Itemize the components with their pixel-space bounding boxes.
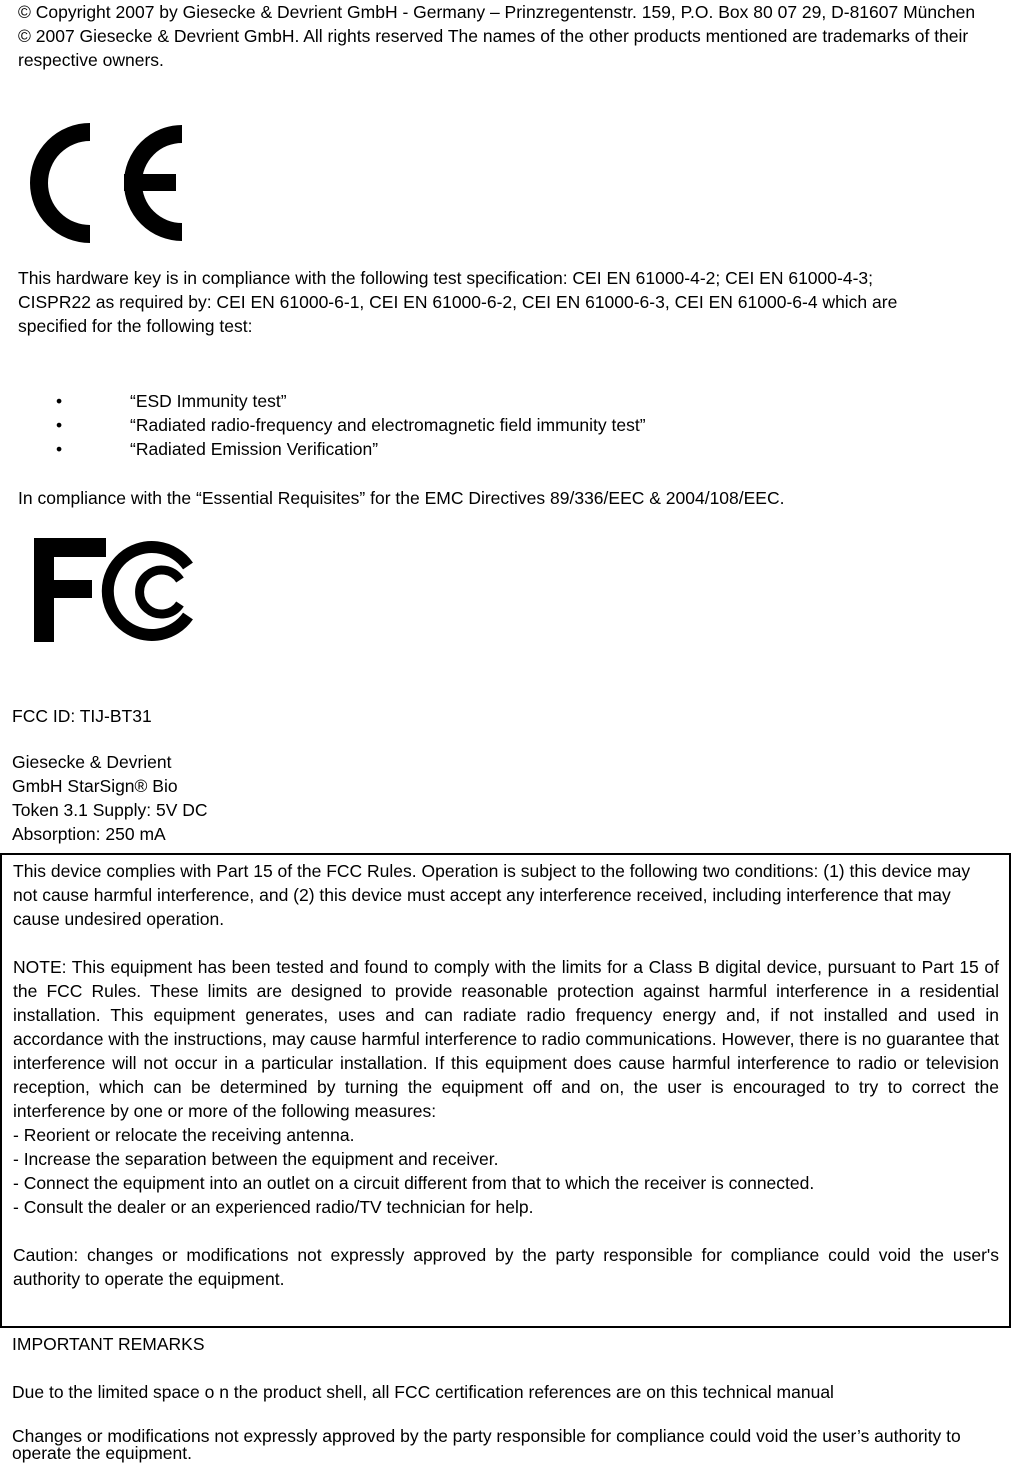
measure-item: - Increase the separation between the equipment and receiver. (13, 1149, 499, 1169)
bullet: • (56, 439, 63, 459)
product-line: GmbH StarSign® Bio (12, 776, 178, 796)
spacer (13, 931, 999, 955)
copyright-notice: © Copyright 2007 by Giesecke & Devrient GmbH - Germany – Prinzregentenstr. 159, P.O. Box 80 07 29, D-81607 München © 2007 Giesecke & Devrient GmbH. All rights reserved The names of the other products mentioned are trademarks of their respective owners. (18, 2, 976, 70)
fcc-id: FCC ID: TIJ-BT31 (12, 706, 152, 726)
product-info (12, 750, 312, 846)
essential-requisites: In compliance with the “Essential Requisites” for the EMC Directives 89/336/EEC & 2004/108/EEC. (18, 488, 785, 508)
list-item (0, 437, 900, 461)
test-name: “Radiated radio-frequency and electromagnetic field immunity test” (130, 415, 646, 435)
measure-item: - Consult the dealer or an experienced radio/TV technician for help. (13, 1197, 534, 1217)
ce-mark-icon (20, 118, 190, 248)
measure-item: - Reorient or relocate the receiving antenna. (13, 1125, 355, 1145)
spacer (12, 1404, 1002, 1428)
product-line: Giesecke & Devrient (12, 752, 172, 772)
remarks-title: IMPORTANT REMARKS (12, 1334, 205, 1354)
test-name: “Radiated Emission Verification” (130, 439, 379, 459)
bullet: • (56, 391, 63, 411)
fcc-statement-box (0, 853, 1011, 1328)
important-remarks (12, 1332, 1002, 1462)
spacer (12, 1356, 1002, 1380)
space-note: Due to the limited space o n the product shell, all FCC certification references are on this technical manual (12, 1382, 834, 1402)
list-item (0, 413, 900, 437)
product-line: Token 3.1 Supply: 5V DC (12, 800, 208, 820)
list-item (0, 389, 900, 413)
bullet: • (56, 415, 63, 435)
product-line: Absorption: 250 mA (12, 824, 166, 844)
part15-statement: This device complies with Part 15 of the FCC Rules. Operation is subject to the following two conditions: (1) this device may not cause harmful interference, and (2) this device must accept any interference received, including interference that may cause undesired operation. (13, 861, 971, 929)
test-name: “ESD Immunity test” (130, 391, 287, 411)
caution-statement: Caution: changes or modifications not expressly approved by the party responsible for compliance could void the user's authority to operate the equipment. (13, 1245, 999, 1289)
test-list (0, 389, 900, 461)
compliance-statement: This hardware key is in compliance with the following test specification: CEI EN 61000-4-2; CEI EN 61000-4-3; CISPR22 as required by: CEI EN 61000-6-1, CEI EN 61000-6-2, CEI EN 61000-6-3, CEI EN 61000-6-4 which are specified for the following test: (18, 268, 898, 336)
fcc-mark-icon (30, 532, 210, 650)
spacer (13, 1219, 999, 1243)
measure-item: - Connect the equipment into an outlet on a circuit different from that to which the receiver is connected. (13, 1173, 815, 1193)
class-b-note: NOTE: This equipment has been tested and found to comply with the limits for a Class B digital device, pursuant to Part 15 of the FCC Rules. These limits are designed to provide reasonable protection against harmful interference in a residential installation. This equipment generates, uses and can radiate radio frequency energy and, if not installed and used in accordance with the instructions, may cause harmful interference to radio communications. However, there is no guarantee that interference will not occur in a particular installation. If this equipment does cause harmful interference to radio or television reception, which can be determined by turning the equipment off and on, the user is encouraged to try to correct the interference by one or more of the following measures: (13, 957, 999, 1121)
changes-note: Changes or modifications not expressly approved by the party responsible for compliance could void the user’s authority to operate the equipment. (12, 1426, 961, 1463)
